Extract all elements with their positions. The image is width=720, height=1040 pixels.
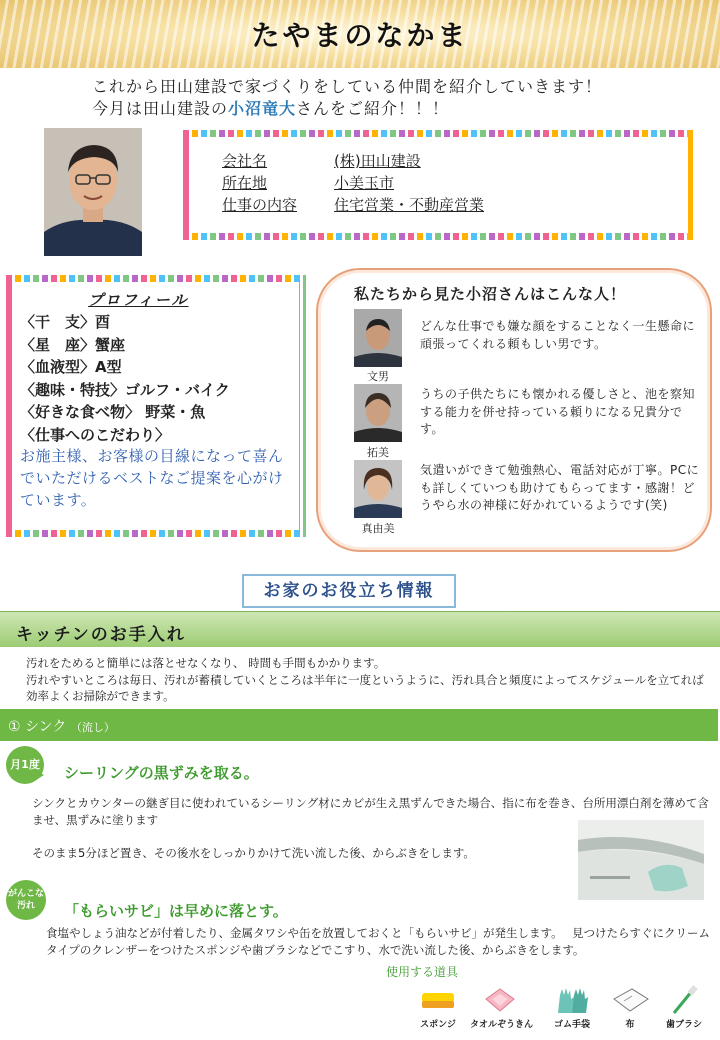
kitchen-heading-bar [0, 611, 720, 647]
staff-photo-fumio [354, 309, 402, 367]
sink-title-label: ① シンク [8, 719, 67, 735]
sponge-icon [418, 985, 458, 1015]
toothbrush-icon [664, 985, 704, 1015]
kitchen-text: 汚れをためると簡単には落とせなくなり、 時間も手間もかかります。 汚れやすいところは毎日、汚れが蓄積していくところは半年に一度というように、汚れ具合と頻度によってスケジュールを立てれば効率よくお掃除ができます。 [26, 656, 704, 703]
intro-line-2-pre: 今月は田山建設の [92, 99, 229, 118]
monthly-badge: 月1度 [6, 746, 44, 784]
tip1-text-2: そのまま5分ほど置き、その後水をしっかりかけて洗い流した後、からぶきをします。 [32, 846, 475, 860]
job-label: 仕事の内容 [222, 196, 298, 214]
tool-name: 布 [625, 1020, 635, 1030]
staff-photo-takumi [354, 384, 402, 442]
intro-text [92, 76, 602, 120]
profile-work-focus: 〈仕事へのこだわり〉 [20, 425, 171, 444]
sink-title [8, 716, 115, 736]
tool-name: 歯ブラシ [665, 1020, 702, 1030]
intro-line-2-post: さんをご紹介！！！ [296, 99, 450, 118]
tool-toothbrush [654, 985, 714, 1030]
company-name-label: 会社名 [222, 152, 268, 170]
cloth-icon [610, 985, 650, 1015]
profile-description: お施主様、お客様の目線になって喜んでいただけるベストなご提案を心がけています。 [20, 447, 284, 509]
staff-name: 真由美 [361, 522, 395, 535]
profile-list [20, 311, 230, 446]
kitchen-title: キッチンのお手入れ [16, 625, 186, 645]
staff-comment: うちの子供たちにも懐かれる優しさと、池を察知する能力を併せ持っている頼りになる兄貴分です。 [420, 387, 696, 436]
page-header [0, 0, 720, 68]
sink-subtitle: （流し） [70, 721, 115, 734]
location-row [222, 172, 484, 194]
tool-name: スポンジ [420, 1020, 456, 1030]
company-name-value: (株)田山建設 [334, 152, 421, 170]
tip1-heading: シーリングの黒ずみを取る。 [64, 764, 259, 782]
tool-sponge [408, 985, 468, 1030]
job-value: 住宅営業・不動産営業 [334, 196, 485, 214]
profile-hobby: 〈趣味・特技〉ゴルフ・バイク [20, 380, 230, 399]
staff-comment: 気遣いができて勉強熱心、電話対応が丁寧。PCにも詳しくていつも助けてもらってます・感謝！どうやら水の神様に好かれているようです(笑) [420, 463, 700, 512]
staff-comments-title: 私たちから見た小沼さんはこんな人！ [354, 285, 627, 303]
sink-cleaning-image [578, 820, 704, 900]
location-label: 所在地 [222, 174, 268, 192]
profile-blood-type: 〈血液型〉A型 [20, 358, 122, 376]
towel-icon [480, 985, 520, 1015]
staff-photo-mayumi [354, 460, 402, 518]
rubber-gloves-icon [552, 985, 592, 1015]
tough-stain-badge-line1: がんこな [7, 889, 44, 899]
staff-name: 文男 [367, 370, 389, 383]
tool-cloth [600, 985, 660, 1030]
featured-name: 小沼竜大 [228, 99, 297, 118]
company-row [222, 150, 484, 172]
tool-name: タオルぞうきん [470, 1020, 534, 1030]
staff-comment: どんな仕事でも嫌な顔をすることなく一生懸命に頑張ってくれる頼もしい男です。 [420, 319, 696, 351]
intro-line-2 [92, 98, 602, 120]
tough-stain-badge [6, 880, 46, 920]
profile-favorite-food: 〈好きな食べ物〉 野菜・魚 [20, 403, 206, 421]
tool-gloves [542, 985, 602, 1030]
tools-label: 使用する道具 [386, 965, 459, 979]
intro-line-1: これから田山建設で家づくりをしている仲間を紹介していきます！ [92, 77, 603, 96]
tough-stain-badge-line2: 汚れ [16, 901, 35, 911]
tip1-text-1: シンクとカウンターの継ぎ目に使われているシーリング材にカビが生え黒ずんできた場合、指に布を巻き、台所用漂白剤を薄めて含ませ、黒ずみに塗ります [32, 796, 709, 827]
profile-zodiac: 〈干 支〉酉 [20, 313, 111, 331]
portrait-photo [44, 128, 142, 256]
tool-towel [470, 985, 534, 1030]
sink-heading-bar [0, 709, 718, 741]
tip2-heading: 「もらいサビ」は早めに落とす。 [64, 902, 288, 920]
profile-star-sign: 〈星 座〉蟹座 [20, 335, 126, 354]
page-title: たやまのなかま [251, 19, 469, 52]
section-badge: お家のお役立ち情報 [242, 574, 456, 608]
job-row [222, 194, 484, 216]
profile-title: プロフィール [88, 291, 189, 309]
tool-name: ゴム手袋 [553, 1020, 590, 1030]
company-info [222, 150, 484, 216]
tip2-text: 食塩やしょう油などが付着したり、金属タワシや缶を放置しておくと「もらいサビ」が発生します。 見つけたらすぐにクリームタイプのクレンザーをつけたスポンジや歯ブラシなどでこすり、水で洗い流した後、からぶきをします。 [46, 926, 710, 957]
location-value: 小美玉市 [334, 174, 395, 192]
staff-name: 拓美 [367, 446, 389, 459]
